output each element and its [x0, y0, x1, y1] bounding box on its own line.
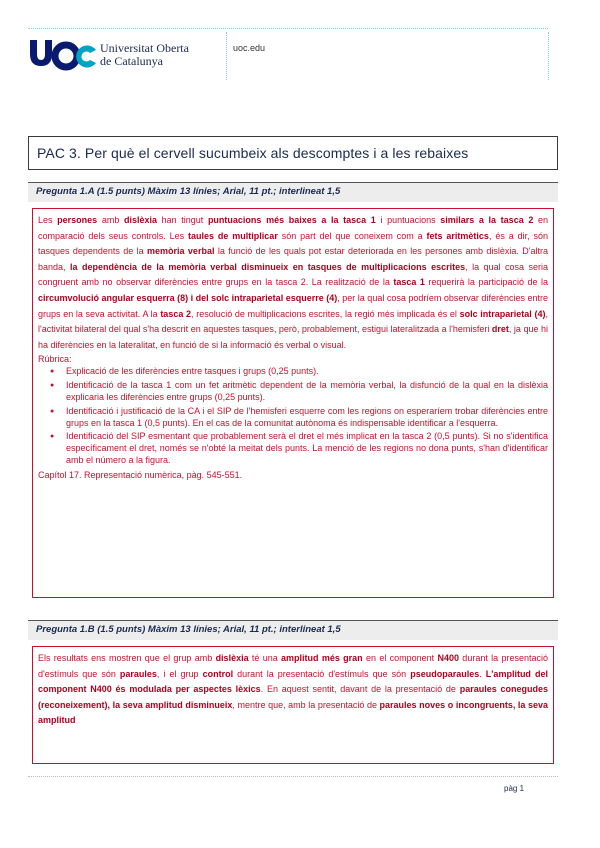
emphasis-text: memòria verbal: [147, 246, 215, 257]
body-text: té una: [248, 653, 282, 663]
emphasis-text: solc intraparietal (4): [459, 308, 546, 319]
body-text: i puntuacions: [375, 215, 441, 225]
question-b-answer: [32, 646, 554, 764]
body-text: , és a dir, són tasques dependents de la: [38, 230, 549, 257]
question-a-answer: [32, 208, 554, 598]
rubric-title: Rúbrica:: [38, 354, 72, 365]
emphasis-text: paraules noves o incongruents, la seva amplitud: [38, 699, 549, 726]
chapter-reference: Capítol 17. Representació numèrica, pàg. 545-551.: [38, 469, 243, 480]
body-text: en el component: [362, 653, 438, 663]
body-text: la funció de les quals pot estar deteriorada en les persones amb dislèxia. D'altra banda,: [38, 246, 548, 272]
body-text: , la qual cosa seria congruent amb no observar diferències entre grups en la tasca 2. La realització de la: [38, 261, 549, 288]
emphasis-text: amplitud més gran: [281, 653, 363, 663]
emphasis-text: fets aritmètics: [426, 230, 489, 241]
footer-divider: [28, 776, 558, 777]
website-link[interactable]: uoc.edu: [233, 43, 266, 53]
emphasis-text: paraules conegudes (reconeixement), la seva amplitud disminueix: [38, 684, 548, 710]
header-divider: [28, 28, 548, 29]
body-text: han tingut: [157, 215, 208, 225]
emphasis-text: tasca 2: [160, 308, 192, 319]
uoc-logo: [28, 36, 98, 74]
university-name: [100, 42, 189, 68]
emphasis-text: pseudoparaules: [410, 668, 480, 679]
university-name-line1: Universitat Oberta: [100, 41, 189, 55]
emphasis-text: dislèxia: [215, 653, 249, 663]
rubric-item: ● Identificació de la tasca 1 com un fet aritmètic dependent de la memòria verbal, la disfunció de la qual en la dislèxia explicaria les diferències entre grups (0,25 punts).: [66, 380, 548, 404]
body-text: .: [479, 668, 486, 679]
rubric-list: [38, 366, 548, 466]
body-text: durant la presentació d'estímuls que són: [233, 668, 411, 679]
question-a-heading: Pregunta 1.A (1.5 punts) Màxim 13 línies; Arial, 11 pt.; interlineat 1,5: [36, 186, 341, 197]
question-a-header: [28, 182, 558, 202]
question-b-heading: Pregunta 1.B (1.5 punts) Màxim 13 línies; Arial, 11 pt.; interlineat 1,5: [36, 624, 341, 635]
body-text: en comparació dels seus controls. Les: [38, 215, 548, 241]
body-text: . En aquest sentit, davant de la presentació de: [260, 684, 460, 695]
document-title: PAC 3. Per què el cervell sucumbeix als descomptes i a les rebaixes: [37, 145, 469, 161]
emphasis-text: tasca 1: [393, 277, 425, 288]
question-a-paragraph: [38, 213, 548, 353]
body-text: són part del que coneixem com a: [277, 230, 427, 241]
university-name-line2: de Catalunya: [100, 54, 163, 68]
emphasis-text: puntuacions més baixes a la tasca 1: [207, 215, 376, 225]
body-text: , per la qual cosa podríem observar diferències entre grups en la seva activitat. A la: [38, 292, 548, 319]
body-text: , ja que hi ha diferències en la lateralitat, en funció de si la informació és verbal o visual.: [38, 324, 549, 350]
body-text: , l'activitat bilateral del qual s'ha descrit en aquestes tasques, però, probablement, estigui lateralitzada a l'hemisferi: [38, 308, 548, 335]
emphasis-text: persones: [57, 215, 98, 225]
body-text: Els resultats ens mostren que el grup amb: [38, 653, 216, 663]
body-text: , mentre que, amb la presentació de: [232, 699, 380, 710]
body-text: Les: [38, 215, 58, 225]
body-text: requerirà la participació de la: [424, 277, 548, 288]
document-title-box: [28, 136, 558, 170]
rubric-item: ● Identificació i justificació de la CA i el SIP de l'hemisferi esquerre com les regions on esperaríem trobar diferències entre grups en la tasca 1 (0,5 punts). En el cas de la comunitat autònoma és indispensable identificar a l'esquerra.: [66, 406, 548, 430]
emphasis-text: la dependència de la memòria verbal disminueix en tasques de multiplicacions escrites: [69, 261, 466, 272]
header-divider-vertical: [548, 32, 549, 80]
header-divider-vertical: [226, 32, 227, 80]
rubric-item: ● Explicació de les diferències entre tasques i grups (0,25 punts).: [66, 366, 548, 378]
page-header: [0, 0, 600, 100]
body-text: durant la presentació d'estímuls que són: [38, 653, 548, 679]
question-b-paragraph: [38, 651, 548, 729]
body-text: , i el grup: [156, 668, 203, 679]
emphasis-text: circumvolució angular esquerra (8) i del solc intraparietal esquerre (4): [38, 292, 338, 303]
emphasis-text: N400: [437, 653, 459, 663]
emphasis-text: paraules: [119, 668, 157, 679]
emphasis-text: dislèxia: [123, 215, 157, 225]
page-number: pàg 1: [504, 784, 525, 793]
emphasis-text: L'amplitud del component N400 és modulada per aspectes lèxics: [38, 668, 548, 695]
emphasis-text: dret: [491, 324, 509, 335]
emphasis-text: similars a la tasca 2: [440, 215, 534, 225]
emphasis-text: taules de multiplicar: [188, 230, 278, 241]
question-b-header: [28, 620, 558, 640]
body-text: amb: [97, 215, 124, 225]
rubric-item: ● Identificació del SIP esmentant que probablement serà el dret el més implicat en la tasca 2 (0,5 punts). Si no s'identifica específicament el dret, només se n'obté la meitat dels punts. La menció de les regions no dona punts, s'han d'identificar amb el número a la figura.: [66, 431, 548, 466]
emphasis-text: control: [202, 668, 234, 679]
body-text: , resolució de multiplicacions escrites, la regió més implicada és el: [191, 308, 460, 319]
